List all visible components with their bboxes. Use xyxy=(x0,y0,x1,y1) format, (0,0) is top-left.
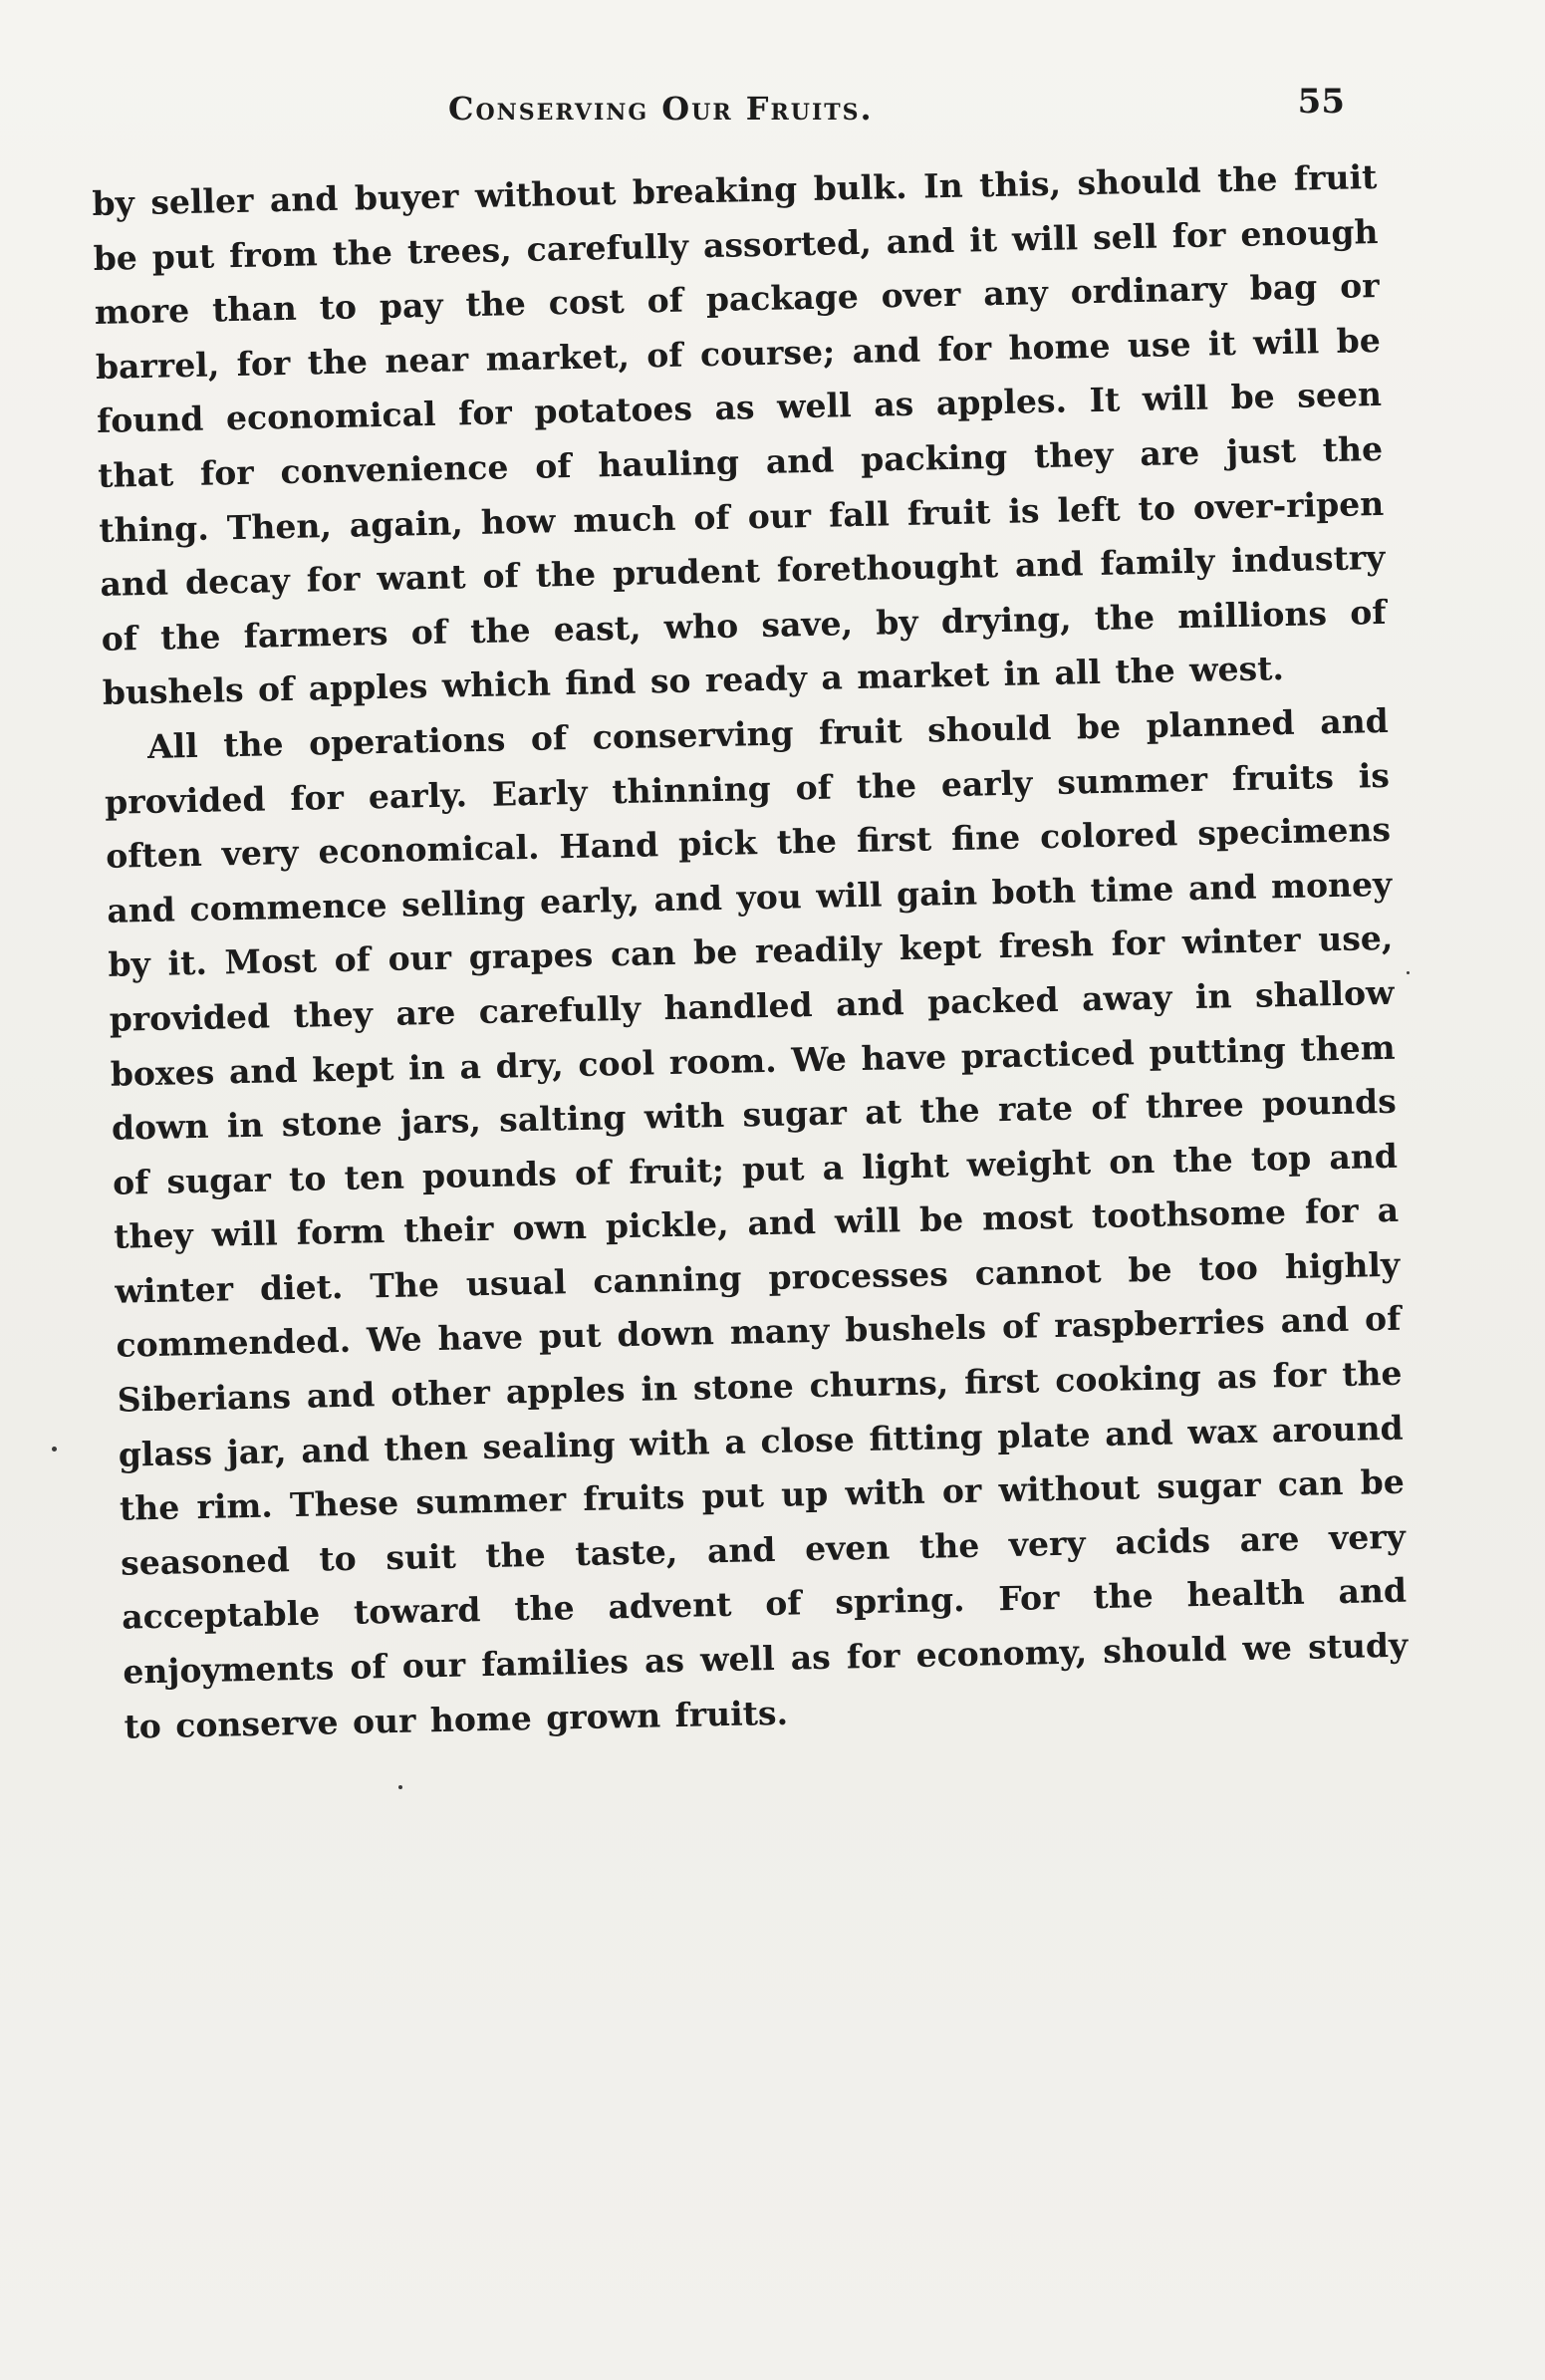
paragraph-1: by seller and buyer without breaking bulk. In this, should the fruit be put from the trees, carefully assorted, and it will sell for enough more than to pay the cost of package over any ordinary bag or barrel, for the near market, of course; and for home use it will be found economical for potatoes as well as apples. It will be seen that for convenience of hauling and packing they are just the thing. Then, again, how much of our fall fruit is left to over-ripen and decay for want of the prudent forethought and family industry of the farmers of the east, who save, by drying, the millions of bushels of apples which find so ready a market in all the west. xyxy=(92,156,1387,713)
ink-speck xyxy=(52,1447,57,1452)
paragraph-2: All the operations of conserving fruit should be planned and provided for early. Early thinning of the early summer fruits is often very economical. Hand pick the first fine colored specimens and commence selling early, and you will gain both time and money by it. Most of our grapes can be readily kept fresh for winter use, provided they are carefully handled and packed away in shallow boxes and kept in a dry, cool room. We have practiced putting them down in stone jars, salting with sugar at the rate of three pounds of sugar to ten pounds of fruit; put a light weight on the top and they will form their own pickle, and will be most toothsome for a winter diet. The usual canning processes cannot be too highly commended. We have put down many bushels of raspberries and of Siberians and other apples in stone churns, first cooking as for the glass jar, and then sealing with a close fitting plate and wax around the rim. These summer fruits put up with or without sugar can be seasoned to suit the taste, and even the very acids are very acceptable toward the advent of spring. For the health and enjoyments of our families as well as for economy, should we study to conserve our home grown fruits. xyxy=(104,700,1409,1746)
page-header xyxy=(90,82,1345,141)
running-head: Conserving Our Fruits. xyxy=(448,90,874,128)
body-text xyxy=(92,150,1410,1754)
ink-speck xyxy=(398,1785,402,1789)
ink-speck xyxy=(1407,971,1410,974)
page-number: 55 xyxy=(1297,82,1345,122)
